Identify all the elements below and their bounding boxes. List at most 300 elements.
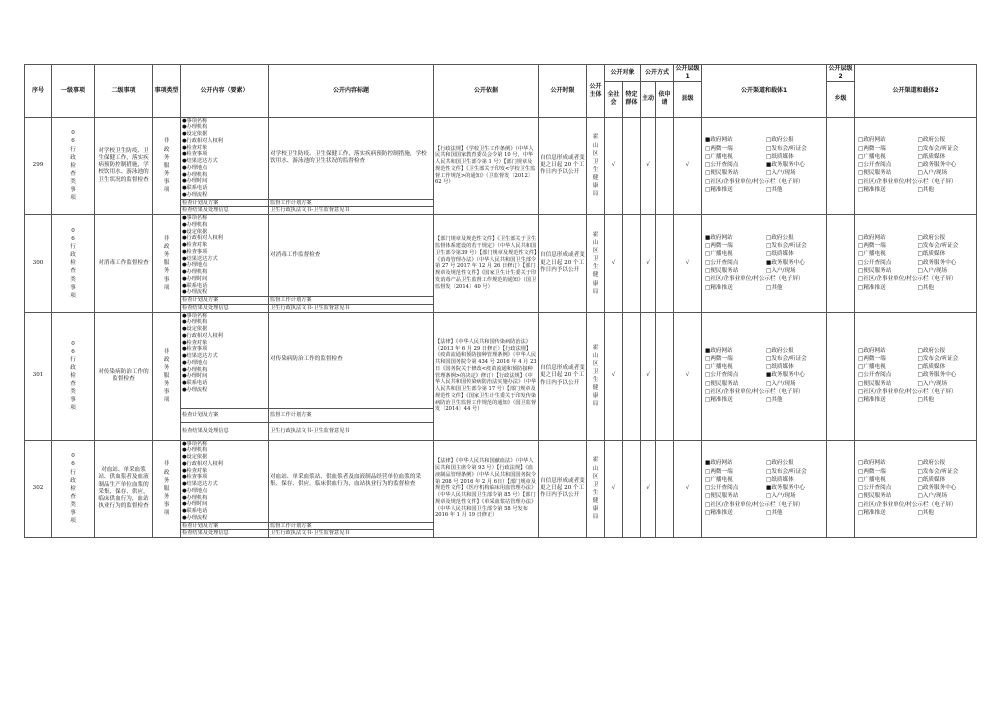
channel-option: ■政府网站 — [705, 347, 733, 354]
level1-check: √ — [674, 440, 702, 538]
subject-char: 区 — [592, 150, 599, 157]
channel-option: □公开查阅点 — [705, 259, 739, 266]
channel-option: □发布会/听证会 — [766, 243, 807, 250]
header-level2-group: 公开层级2 — [828, 65, 853, 80]
content-title-cell: 对消毒工作监督检查 — [269, 215, 434, 297]
channel-option: □精准推送 — [705, 284, 733, 291]
title-result-cell: 卫生行政执法文书-卫生监督意见书 — [269, 530, 434, 538]
subject-char: 卫 — [592, 158, 599, 165]
subject-char: 霍 — [592, 231, 599, 238]
channel2-grid — [856, 460, 975, 517]
element-item: ●办理流程 — [182, 191, 208, 198]
method-request-cell — [656, 117, 674, 215]
channel-option: □纸质媒体 — [917, 251, 946, 258]
element-item: ●办理地点 — [182, 164, 208, 171]
channel-option: □纸质媒体 — [766, 251, 794, 258]
subject-char: 生 — [592, 489, 599, 496]
channel-option: □精准推送 — [858, 284, 886, 291]
subject-cell — [587, 215, 605, 313]
type-char: 服 — [163, 373, 170, 380]
method-active-check: √ — [641, 215, 656, 313]
type-cell — [153, 117, 181, 215]
channel-option: □精准推送 — [705, 397, 733, 404]
element-item: ●设定依据 — [182, 228, 208, 235]
header-seq: 序号 — [25, 65, 52, 118]
channel-option: □入户/现场 — [766, 170, 796, 177]
channel-option: □社区/企事业单位/村公示栏（电子屏） — [858, 178, 957, 185]
channel-option: □其他 — [917, 284, 935, 291]
element-item: ●办理时间 — [182, 178, 208, 185]
channel-option: □两微一端 — [858, 355, 886, 362]
channel-option: □广播电视 — [705, 364, 733, 371]
channel-option: □两微一端 — [858, 243, 886, 250]
header-method: 公开方式 — [641, 65, 674, 82]
subject-char: 区 — [592, 248, 599, 255]
header-level2-sub: 乡级 — [827, 81, 855, 117]
header-level1-sub: 县级 — [674, 81, 702, 117]
type-char: 非 — [163, 461, 170, 468]
element-item: ●办理地点 — [182, 262, 208, 269]
channel2-grid — [856, 348, 975, 405]
level1-char: 政 — [70, 364, 76, 371]
subject-char: 局 — [592, 514, 599, 521]
channel-option: □发布会/听证会 — [766, 468, 807, 475]
header-level1-group: 公开层级1 — [675, 65, 700, 80]
level1-check: √ — [674, 312, 702, 440]
channel-option: □广播电视 — [705, 476, 733, 483]
type-char: 政 — [163, 146, 170, 153]
channel-option: □政府公报 — [917, 460, 946, 467]
seq-cell: 301 — [25, 312, 52, 440]
channel-option: □精准推送 — [705, 510, 733, 516]
subject-char: 康 — [592, 393, 599, 400]
level1-char: 6 — [71, 138, 75, 145]
channel-option: □发布会/听证会 — [917, 355, 959, 362]
title-result-cell: 卫生行政执法文书-卫生监督意见书 — [269, 422, 434, 440]
header-type: 事项类型 — [153, 65, 181, 118]
level2-cell: 对传染病防治工作的监督检查 — [95, 312, 153, 440]
element-item: ●事项名称 — [182, 312, 208, 319]
subject-char: 区 — [592, 473, 599, 480]
method-request-cell — [656, 312, 674, 440]
channel-option: □政府公报 — [917, 137, 946, 144]
level1-char: 查 — [70, 381, 76, 388]
channel-option: □精准推送 — [705, 187, 733, 193]
basis-cell: 【法律】《中华人民共和国传染病防治法》（2013 年 6 月 29 日修正）【行政法规】《疫苗流通和预防接种管理条例》（中华人民共和国国务院令第 434 号 2016 年 4 月 23 日《国务院关于修改<疫苗流通和预防接种管理条例>的决定》修订）【行政法规】《中华人民共和国传染病防治法实施办法》（中华人民共和国卫生部令第 17 号）【部门规章及规范性文件】《国家卫生计生委关于印发传染病防治卫生监督工作规范的通知》（国卫监督发〔2014〕44 号） — [434, 312, 539, 440]
channel-option: □政府公报 — [766, 347, 794, 354]
channel-option: □两微一端 — [705, 355, 733, 362]
element-item: ●行政相对人权利 — [182, 332, 223, 339]
level1-cell — [52, 440, 95, 538]
channel-option: □广播电视 — [858, 476, 886, 483]
channel-option: □社区/企事业单位/村公示栏（电子屏） — [858, 276, 957, 283]
type-char: 事 — [163, 179, 170, 185]
type-char: 务 — [163, 381, 170, 388]
elements-cell — [181, 215, 269, 297]
level1-char: 查 — [70, 493, 76, 500]
sub-result-cell: 检查结果及处理信息 — [181, 530, 269, 538]
header-method-active: 主动 — [641, 81, 656, 117]
channel-option: □其他 — [917, 397, 935, 404]
channel-option: □政府公报 — [917, 347, 946, 354]
level2-check — [827, 117, 855, 215]
type-char: 务 — [163, 252, 170, 259]
subject-char: 局 — [592, 191, 599, 198]
level1-char: 行 — [70, 469, 76, 476]
channel-option: ■政务服务中心 — [766, 259, 805, 266]
element-item: ●联系电话 — [182, 185, 208, 192]
channel-option: □广播电视 — [705, 251, 733, 258]
channel-option: □纸质媒体 — [766, 153, 794, 160]
method-active-check: √ — [641, 440, 656, 538]
content-title-cell: 对学校卫生防疫、卫生保健工作，落实疾病预防控制措施，学校饮用水、游泳池的卫生状况的监督检查 — [269, 117, 434, 199]
element-item: ●结果送达方式 — [182, 353, 218, 360]
channel1-cell — [702, 440, 827, 538]
channel-option: ■政府网站 — [705, 234, 733, 241]
target-all-check: √ — [605, 440, 623, 538]
title-result-cell: 卫生行政执法文书-卫生监督意见书 — [269, 207, 434, 215]
channel-option: □政府公报 — [917, 234, 946, 241]
channel-option: □政府网站 — [858, 460, 886, 467]
subject-char: 山 — [592, 352, 599, 359]
sub-result-cell: 检查结果及处理信息 — [181, 304, 269, 312]
element-item: ●行政相对人权利 — [182, 460, 223, 467]
channel-option: ■政务服务中心 — [766, 162, 805, 169]
element-item: ●办理机构 — [182, 171, 208, 178]
channel-option: □发布会/听证会 — [766, 355, 807, 362]
level2-check — [827, 215, 855, 313]
channel-option: □其他 — [917, 187, 935, 193]
element-item: ●事项名称 — [182, 117, 208, 124]
channel2-cell — [855, 440, 977, 538]
channel-option: ■政府网站 — [705, 137, 733, 144]
type-char: 事 — [163, 389, 170, 396]
element-item: ●办理机构 — [182, 221, 208, 228]
channel-option: □两微一端 — [858, 145, 886, 152]
channel-option: □社区/企事业单位/村公示栏（电子屏） — [705, 501, 804, 508]
level1-char: 政 — [70, 154, 76, 161]
type-cell — [153, 312, 181, 440]
type-cell — [153, 215, 181, 313]
channel-option: □入户/现场 — [766, 380, 796, 387]
channel-option: □政府网站 — [858, 234, 886, 241]
period-cell: 自信息形成或者变更之日起 20 个工作日内予以公开 — [539, 215, 587, 313]
channel-option: □公开查阅点 — [858, 259, 892, 266]
element-item: ●设定依据 — [182, 454, 208, 461]
type-char: 政 — [163, 469, 170, 476]
element-item: ●事项名称 — [182, 215, 208, 222]
subject-char: 卫 — [592, 481, 599, 488]
type-char: 非 — [163, 138, 170, 145]
channel-option: □其他 — [766, 187, 783, 193]
subject-char: 局 — [592, 288, 599, 295]
subject-char: 健 — [592, 272, 599, 279]
channel-option: □纸质媒体 — [766, 364, 794, 371]
element-item: ●检查事项 — [182, 474, 208, 481]
subject-char: 山 — [592, 142, 599, 149]
elements-cell — [181, 312, 269, 408]
channel-option: □入户/现场 — [917, 267, 948, 274]
subject-char: 康 — [592, 183, 599, 190]
channel-option: □便民服务站 — [858, 170, 892, 177]
header-target-all: 全社会 — [605, 81, 623, 117]
basis-cell: 【行政法规】《学校卫生工作条例》（中华人民共和国国家教育委员会令第 10 号，中华人民共和国卫生部令第 1 号）【部门规章及规范性文件】《卫生部关于印发<学校卫生监督工作规范>的通知》（卫监督发〔2012〕62 号） — [434, 117, 539, 215]
channel-option: □政府网站 — [858, 347, 886, 354]
target-all-check: √ — [605, 312, 623, 440]
seq-cell: 300 — [25, 215, 52, 313]
basis-cell: 【法律】《中华人民共和国献血法》（中华人民共和国主席令第 93 号）【行政法规】《血液制品管理条例》（中华人民共和国国务院令第 208 号 2016 年 2 月 6日）【部门规章及规范性文件】《医疗机构临床用血管理办法》（中华人民共和国卫生部令第 85 号）【部门规章及规范性文件】《单采血浆站管理办法》（中华人民共和国卫生部令第 58 号发布 2016 年 1 月 19 日修正） — [434, 440, 539, 538]
level2-cell: 对血站、单采血浆站、供血浆者及血液制品生产单位血浆的采集、保存、供应，临床供血行为，血站执业行为的监督检查 — [95, 440, 153, 538]
element-item: ●检查事项 — [182, 248, 208, 255]
channel-option: □其他 — [766, 397, 783, 404]
channel-option: □公开查阅点 — [705, 372, 739, 379]
channel-option: □政务服务中心 — [917, 485, 957, 492]
element-item: ●结果送达方式 — [182, 255, 218, 262]
table-row — [25, 117, 977, 199]
subject-cell — [587, 440, 605, 538]
channel-option: ■政务服务中心 — [766, 485, 805, 492]
subject-char: 区 — [592, 360, 599, 367]
channel-option: □公开查阅点 — [705, 485, 739, 492]
channel-option: □便民服务站 — [858, 493, 892, 500]
channel-option: □发布会/听证会 — [917, 468, 959, 475]
subject-char: 霍 — [592, 344, 599, 351]
type-char: 务 — [163, 268, 170, 275]
level1-char: 0 — [71, 227, 75, 234]
header-basis: 公开依据 — [434, 65, 539, 118]
table-header — [25, 65, 977, 118]
element-item: ●办理时间 — [182, 275, 208, 282]
channel-option: □发布会/听证会 — [917, 145, 959, 152]
sub-plan-cell: 检查计划及方案 — [181, 297, 269, 305]
element-item: ●办理地点 — [182, 359, 208, 366]
level1-char: 项 — [70, 405, 76, 412]
type-char: 务 — [163, 477, 170, 484]
level1-char: 检 — [70, 373, 76, 380]
target-specific-cell — [623, 117, 641, 215]
level1-char: 检 — [70, 162, 76, 169]
level1-char: 类 — [70, 179, 76, 185]
subject-char: 健 — [592, 497, 599, 504]
subject-cell — [587, 117, 605, 215]
header-target: 公开对象 — [605, 65, 641, 82]
element-item: ●联系电话 — [182, 508, 208, 515]
element-item: ●办理机构 — [182, 366, 208, 373]
level2-cell: 对消毒工作监督检查 — [95, 215, 153, 313]
level1-char: 6 — [71, 348, 75, 355]
sub-plan-cell: 检查计划及方案 — [181, 522, 269, 530]
seq-cell: 299 — [25, 117, 52, 215]
header-channel1: 公开渠道和载体1 — [702, 65, 827, 118]
channel-option: □政府公报 — [766, 234, 794, 241]
subject-char: 生 — [592, 377, 599, 384]
target-all-check: √ — [605, 117, 623, 215]
subject-char: 生 — [592, 166, 599, 173]
header-method-request: 依申请 — [656, 81, 674, 117]
method-request-cell — [656, 215, 674, 313]
channel1-grid — [703, 235, 825, 292]
type-char: 服 — [163, 162, 170, 169]
content-title-cell: 对血站、单采血浆站、供血浆者及血液制品经营单位血浆的采集、保存、供应，临床供血行为，血站执业行为的监督检查 — [269, 440, 434, 522]
subject-char: 卫 — [592, 368, 599, 375]
channel-option: □政务服务中心 — [917, 162, 957, 169]
sub-result-cell: 检查结果及处理信息 — [181, 207, 269, 215]
level1-char: 类 — [70, 502, 76, 508]
subject-char: 山 — [592, 465, 599, 472]
element-item: ●检查对象 — [182, 467, 208, 474]
type-char: 政 — [163, 244, 170, 251]
channel-option: □社区/企事业单位/村公示栏（电子屏） — [858, 388, 957, 395]
channel-option: □便民服务站 — [705, 380, 739, 387]
level1-cell — [52, 312, 95, 440]
channel-option: □便民服务站 — [858, 267, 892, 274]
channel-option: □纸质媒体 — [917, 476, 946, 483]
period-cell: 自信息形成或者变更之日起 20 个工作日内予以公开 — [539, 440, 587, 538]
level1-char: 类 — [70, 389, 76, 396]
subject-char: 卫 — [592, 256, 599, 263]
header-target-specific: 特定群体 — [623, 81, 641, 117]
channel1-cell — [702, 215, 827, 313]
table-body — [25, 117, 977, 538]
subject-char: 山 — [592, 240, 599, 247]
header-level2: 二级事项 — [95, 65, 153, 118]
channel-option: □便民服务站 — [705, 170, 739, 177]
level1-char: 查 — [70, 268, 76, 275]
channel-option: □公开查阅点 — [858, 162, 892, 169]
channel-option: □两微一端 — [705, 145, 733, 152]
type-char: 项 — [163, 397, 170, 404]
subject-char: 健 — [592, 385, 599, 392]
level1-char: 检 — [70, 485, 76, 492]
level2-check — [827, 440, 855, 538]
seq-cell: 302 — [25, 440, 52, 538]
channel-option: □公开查阅点 — [858, 372, 892, 379]
level1-char: 项 — [70, 195, 76, 202]
subject-char: 局 — [592, 401, 599, 408]
element-item: ●结果送达方式 — [182, 158, 218, 165]
element-item: ●办理机构 — [182, 447, 208, 454]
channel-option: □政府网站 — [858, 137, 886, 144]
level2-check — [827, 312, 855, 440]
channel-option: □便民服务站 — [705, 267, 739, 274]
level1-char: 政 — [70, 252, 76, 259]
element-item: ●办理地点 — [182, 487, 208, 494]
subject-char: 健 — [592, 174, 599, 181]
subject-char: 生 — [592, 264, 599, 271]
level1-check: √ — [674, 117, 702, 215]
type-char: 务 — [163, 170, 170, 177]
method-active-check: √ — [641, 312, 656, 440]
channel-option: □精准推送 — [858, 510, 886, 516]
channel-option: □入户/现场 — [917, 493, 948, 500]
level1-char: 0 — [71, 453, 75, 460]
element-item: ●检查对象 — [182, 242, 208, 249]
target-specific-cell — [623, 440, 641, 538]
method-active-check: √ — [641, 117, 656, 215]
channel1-grid — [703, 348, 825, 405]
channel-option: □入户/现场 — [766, 267, 796, 274]
channel-option: □公开查阅点 — [705, 162, 739, 169]
level1-char: 政 — [70, 477, 76, 484]
header-subject: 公开主体 — [587, 65, 605, 118]
element-item: ●办理流程 — [182, 514, 208, 521]
level1-char: 检 — [70, 260, 76, 267]
channel-option: □其他 — [917, 510, 935, 516]
title-result-cell: 卫生行政执法文书-卫生监督意见书 — [269, 304, 434, 312]
channel-option: □其他 — [766, 284, 783, 291]
element-item: ●办理机构 — [182, 124, 208, 131]
channel-option: □两微一端 — [858, 468, 886, 475]
table-row — [25, 312, 977, 408]
channel-option: □公开查阅点 — [858, 485, 892, 492]
target-all-check: √ — [605, 215, 623, 313]
type-char: 政 — [163, 356, 170, 363]
channel-option: □精准推送 — [858, 187, 886, 193]
header-level1: 一级事项 — [52, 65, 95, 118]
element-item: ●行政相对人权利 — [182, 137, 223, 144]
channel2-cell — [855, 312, 977, 440]
level1-char: 0 — [71, 130, 75, 137]
element-item: ●结果送达方式 — [182, 481, 218, 488]
element-item: ●检查事项 — [182, 346, 208, 353]
type-char: 服 — [163, 485, 170, 492]
element-item: ●联系电话 — [182, 380, 208, 387]
channel-option: □政务服务中心 — [917, 372, 957, 379]
level1-char: 行 — [70, 146, 76, 153]
level1-char: 事 — [70, 284, 76, 291]
channel-option: □便民服务站 — [858, 380, 892, 387]
level1-char: 行 — [70, 244, 76, 251]
type-char: 事 — [163, 276, 170, 283]
element-item: ●检查对象 — [182, 339, 208, 346]
level1-char: 6 — [71, 235, 75, 242]
channel2-grid — [856, 235, 975, 292]
channel-option: □广播电视 — [705, 153, 733, 160]
channel-option: □广播电视 — [858, 153, 886, 160]
channel-option: □入户/现场 — [766, 493, 796, 500]
channel2-grid — [856, 137, 975, 194]
channel-option: □社区/企事业单位/村公示栏（电子屏） — [705, 388, 804, 395]
level1-cell — [52, 117, 95, 215]
target-specific-cell — [623, 312, 641, 440]
channel-option: □社区/企事业单位/村公示栏（电子屏） — [705, 276, 804, 283]
level1-char: 项 — [70, 518, 76, 525]
subject-cell — [587, 312, 605, 440]
level2-cell: 对学校卫生防疫、卫生保健工作，落实疾病预防控制措施，学校饮用水、游泳池的卫生状况的监督检查 — [95, 117, 153, 215]
disclosure-table — [24, 64, 977, 538]
element-item: ●办理机构 — [182, 319, 208, 326]
sub-plan-cell: 检查计划及方案 — [181, 408, 269, 422]
element-item: ●事项名称 — [182, 440, 208, 447]
channel-option: □社区/企事业单位/村公示栏（电子屏） — [858, 501, 957, 508]
element-item: ●联系电话 — [182, 282, 208, 289]
type-cell — [153, 440, 181, 538]
subject-char: 霍 — [592, 134, 599, 141]
channel-option: □发布会/听证会 — [766, 145, 807, 152]
channel-option: □精准推送 — [858, 397, 886, 404]
channel-option: □广播电视 — [858, 251, 886, 258]
channel-option: □发布会/听证会 — [917, 243, 959, 250]
period-cell: 自信息形成或者变更之日起 20 个工作日内予以公开 — [539, 117, 587, 215]
level1-char: 查 — [70, 170, 76, 177]
channel1-cell — [702, 312, 827, 440]
level1-char: 行 — [70, 356, 76, 363]
title-plan-cell: 监督工作计划方案 — [269, 297, 434, 305]
subject-char: 康 — [592, 506, 599, 513]
element-item: ●检查对象 — [182, 144, 208, 151]
channel-option: □两微一端 — [705, 468, 733, 475]
element-item: ●办理流程 — [182, 289, 208, 296]
